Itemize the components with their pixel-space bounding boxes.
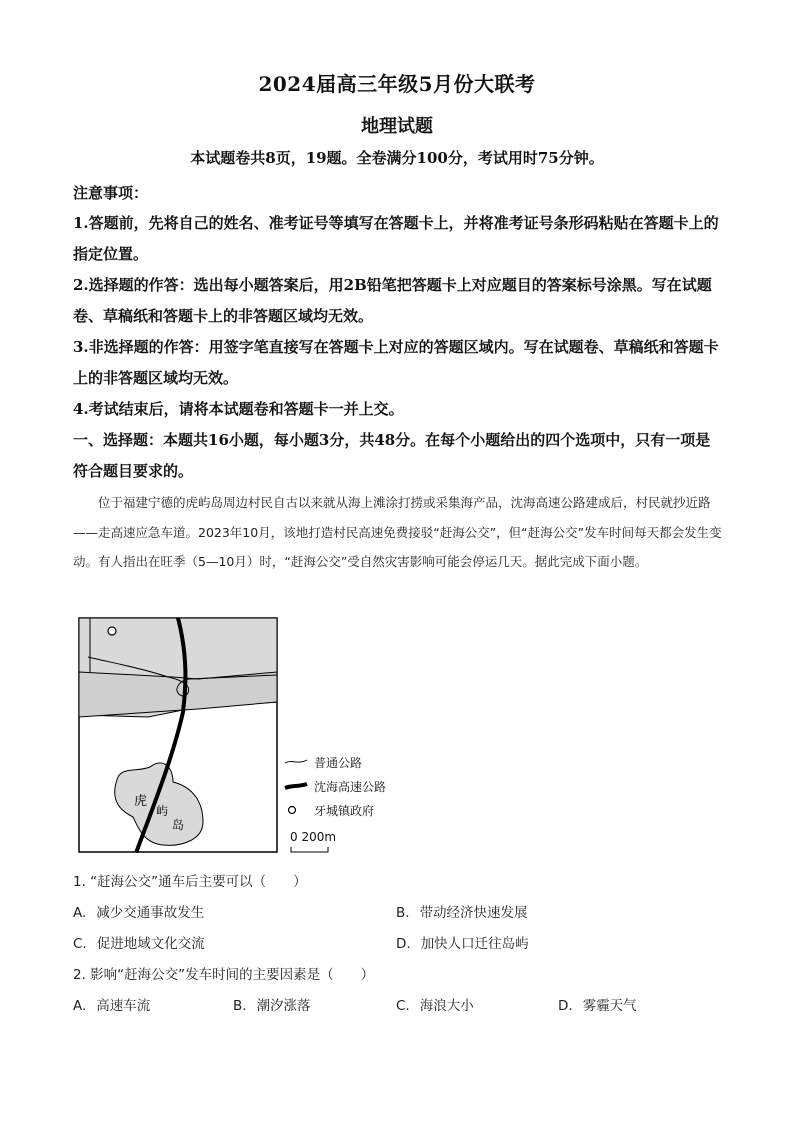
legend-row-highway [284,774,386,798]
island-label-hu: 虎 [134,794,148,809]
section-heading: 一、选择题：本题共16小题，每小题3分，共48分。在每个小题给出的四个选项中，只有一项是符合题目要求的。 [73,431,711,480]
scale-zero: 0 [290,830,298,844]
question-2-option-b[interactable]: B. 潮汐涨落 [233,998,311,1014]
question-1-option-d[interactable]: D. 加快人口迁往岛屿 [396,936,529,952]
question-2-option-c[interactable]: C. 海浪大小 [396,998,474,1014]
scale-label: 200m [301,830,337,844]
exam-title: 2024届高三年级5月份大联考 [258,72,536,96]
legend-row-road [284,750,386,774]
question-1-option-b[interactable]: B. 带动经济快速发展 [396,905,528,921]
map-figure [78,617,278,853]
question-1-stem: 1. “赶海公交”通车后主要可以（ ） [73,874,307,890]
legend-row-town [284,798,386,822]
reading-passage [73,488,723,577]
question-2-option-a[interactable]: A. 高速车流 [73,998,151,1014]
question-1-option-a[interactable]: A. 减少交通事故发生 [73,905,205,921]
island-label-dao: 岛 [172,818,185,832]
island-label-yu: 屿 [156,804,169,818]
legend-label-road: 普通公路 [314,755,363,770]
town-circle-icon [284,805,308,815]
exam-info: 本试题卷共8页，19题。全卷满分100分，考试用时75分钟。 [190,149,604,167]
road-line-icon [284,757,308,767]
legend-label-town: 牙城镇政府 [314,803,375,818]
question-1-option-c[interactable]: C. 促进地域文化交流 [73,936,205,952]
note-item-2: 2.选择题的作答：选出每小题答案后，用2B铅笔把答题卡上对应题目的答案标号涂黑。写在试题卷、草稿纸和答题卡上的非答题区域均无效。 [73,276,712,325]
legend-label-highway: 沈海高速公路 [314,779,387,794]
question-2-option-d[interactable]: D. 雾霾天气 [558,998,637,1014]
question-2-stem: 2. 影响“赶海公交”发车时间的主要因素是（ ） [73,967,375,983]
note-item-4: 4.考试结束后，请将本试题卷和答题卡一并上交。 [73,400,404,418]
notes-heading: 注意事项： [73,184,149,202]
highway-thick-line-icon [284,781,308,791]
town-government-marker [108,627,116,635]
passage-text: 位于福建宁德的虎屿岛周边村民自古以来就从海上滩涂打捞或采集海产品，沈海高速公路建成后，村民就抄近路——走高速应急车道。2023年10月，该地打造村民高速免费接驳“赶海公交”，但“赶海公交”发车时间每天都会发生变动。有人指出在旺季（5—10月）时，“赶海公交”受自然灾害影响可能会停运几天。据此完成下面小题。 [73,495,722,569]
scale-line-icon [290,846,330,854]
note-item-3: 3.非选择题的作答：用签字笔直接写在答题卡上对应的答题区域内。写在试题卷、草稿纸和答题卡上的非答题区域均无效。 [73,338,719,387]
subject-title: 地理试题 [361,116,433,137]
scale-bar [290,830,336,844]
note-item-1: 1.答题前，先将自己的姓名、准考证号等填写在答题卡上，并将准考证号条形码粘贴在答题卡上的指定位置。 [73,214,719,263]
map-legend [284,750,386,822]
